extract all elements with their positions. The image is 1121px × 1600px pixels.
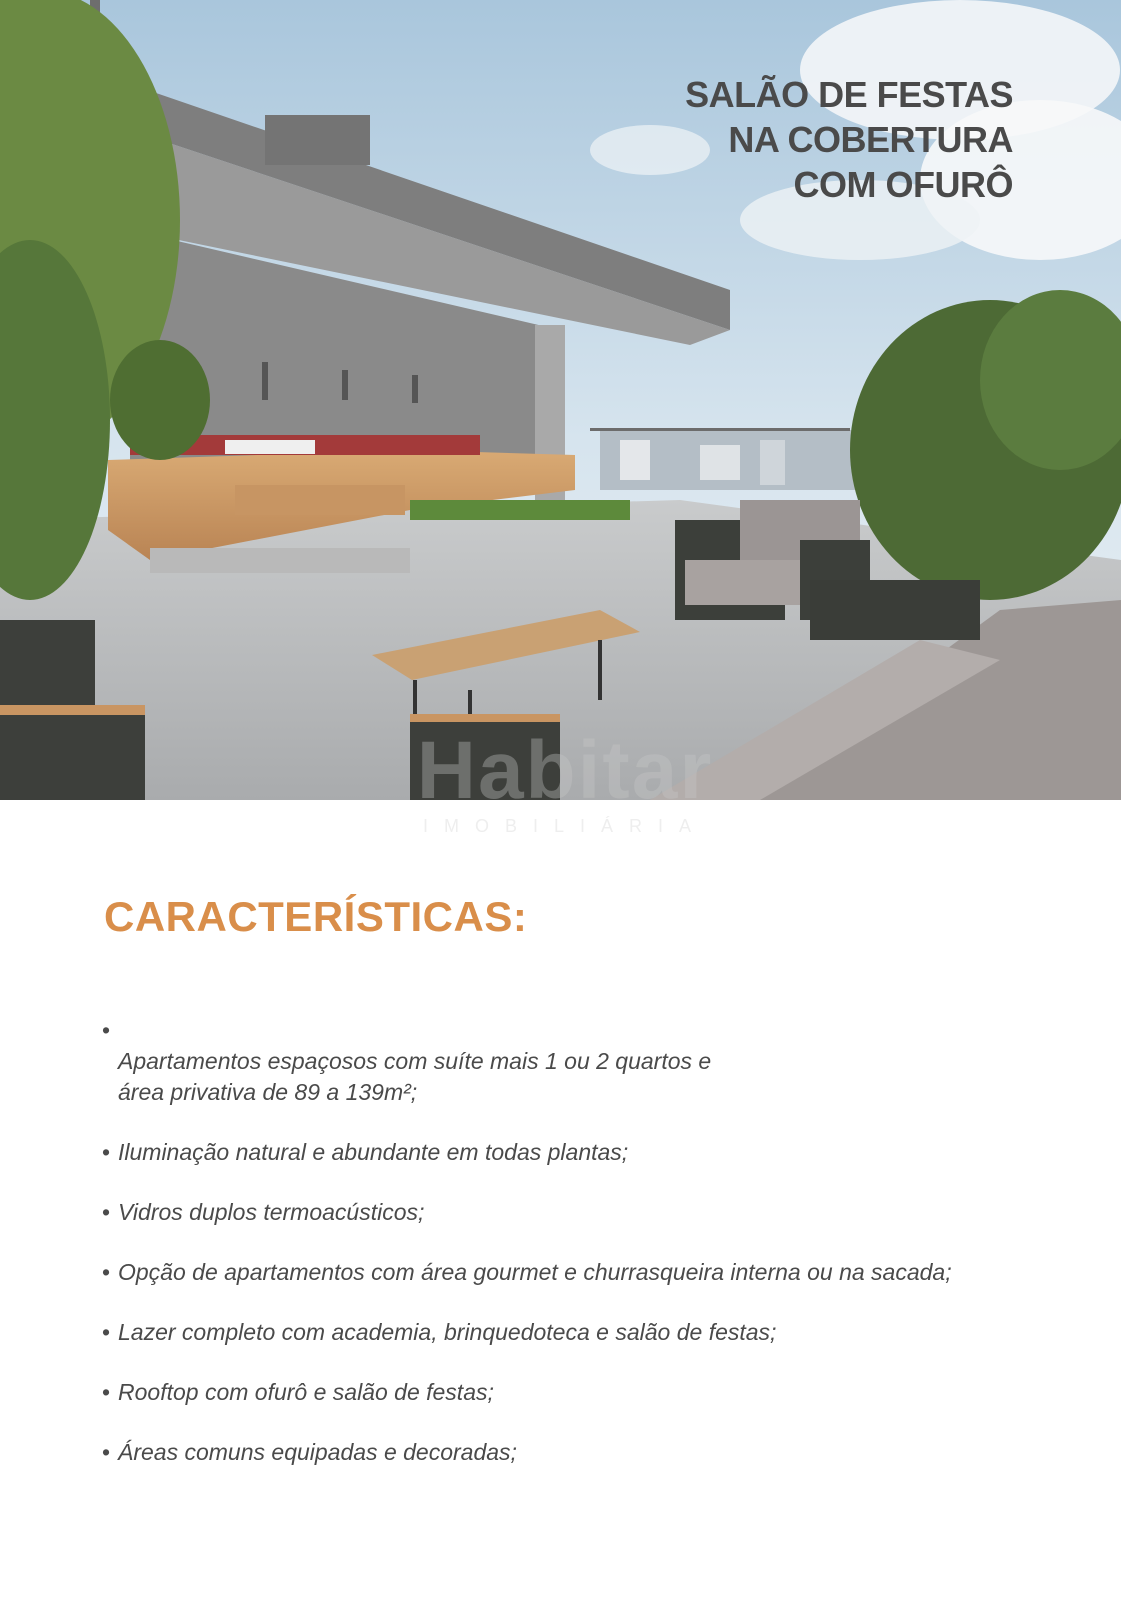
- feature-text: Apartamentos espaçosos com suíte mais 1 ou 2 quartos e área privativa de 89 a 139m²;: [118, 1048, 712, 1105]
- bullet-icon: •: [102, 1379, 111, 1405]
- feature-item: [102, 1317, 1032, 1348]
- feature-item: [102, 1137, 1032, 1168]
- hero-title-line: COM OFURÔ: [793, 164, 1013, 205]
- feature-text: Iluminação natural e abundante em todas plantas;: [118, 1139, 629, 1165]
- watermark-subtitle: IMOBILIÁRIA: [422, 816, 708, 836]
- bullet-icon: •: [102, 1439, 111, 1465]
- hero-title-line: SALÃO DE FESTAS: [685, 74, 1013, 115]
- bullet-icon: •: [102, 1139, 111, 1165]
- bullet-icon: •: [102, 1017, 111, 1043]
- feature-item: [102, 1257, 1032, 1288]
- feature-item: [102, 1015, 1032, 1108]
- feature-item: [102, 1437, 1032, 1468]
- hero-title-line: NA COBERTURA: [728, 119, 1013, 160]
- feature-text: Vidros duplos termoacústicos;: [118, 1199, 425, 1225]
- feature-text: Áreas comuns equipadas e decoradas;: [118, 1439, 517, 1465]
- hero-title: [685, 72, 1013, 207]
- watermark-name: Habitar: [416, 725, 714, 816]
- bullet-icon: •: [102, 1259, 111, 1285]
- feature-item: [102, 1197, 1032, 1228]
- feature-text: Opção de apartamentos com área gourmet e churrasqueira interna ou na sacada;: [118, 1259, 952, 1285]
- bullet-icon: •: [102, 1319, 111, 1345]
- features-heading: CARACTERÍSTICAS:: [104, 893, 528, 940]
- feature-text: Rooftop com ofurô e salão de festas;: [118, 1379, 494, 1405]
- bullet-icon: •: [102, 1199, 111, 1225]
- feature-text: Lazer completo com academia, brinquedoteca e salão de festas;: [118, 1319, 777, 1345]
- features-list: [102, 1015, 1032, 1497]
- feature-item: [102, 1377, 1032, 1408]
